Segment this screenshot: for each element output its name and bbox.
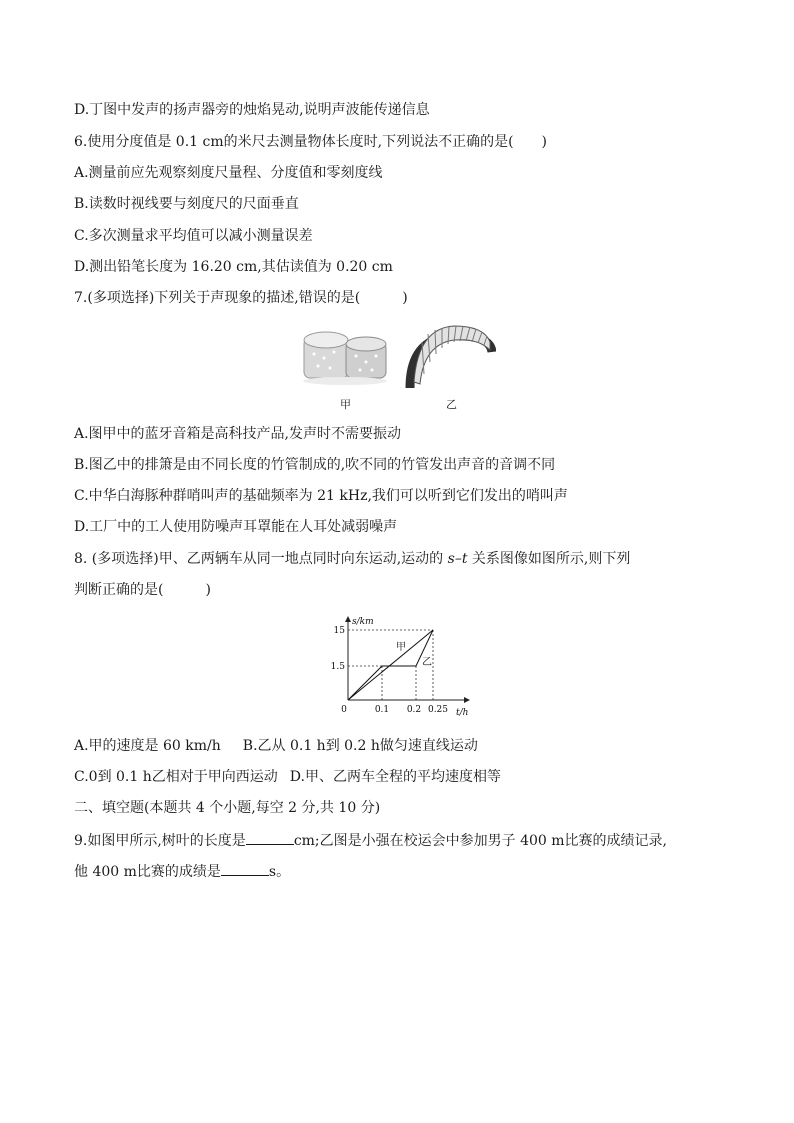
q6-option-a: A.测量前应先观察刻度尺量程、分度值和零刻度线 — [74, 165, 383, 181]
q7-option-d: D.工厂中的工人使用防噪声耳罩能在人耳处减弱噪声 — [74, 519, 398, 535]
series-line-0 — [348, 630, 433, 700]
q7-option-a: A.图甲中的蓝牙音箱是高科技产品,发声时不需要振动 — [74, 426, 402, 442]
q8-stem-var: s–t — [447, 551, 468, 567]
q8-option-c: C.0到 0.1 h乙相对于甲向西运动 — [74, 769, 278, 785]
q8-option-a: A.甲的速度是 60 km/h — [74, 738, 221, 754]
st-chart — [330, 612, 480, 720]
q9-line1 — [74, 830, 667, 851]
q9-line1-pre: 9.如图甲所示,树叶的长度是 — [74, 833, 246, 849]
q6-option-c: C.多次测量求平均值可以减小测量误差 — [74, 228, 313, 244]
series-label: 甲 — [396, 642, 406, 653]
q5-option-d: D.丁图中发声的扬声器旁的烛焰晃动,说明声波能传递信息 — [74, 102, 430, 118]
y-axis-arrow — [345, 616, 351, 622]
fig-label-jia: 甲 — [340, 398, 351, 411]
q6-option-d: D.测出铅笔长度为 16.20 cm,其估读值为 0.20 cm — [74, 259, 393, 275]
x-tick-label: 0.1 — [374, 705, 390, 715]
pan-flute-image — [404, 322, 496, 390]
x-tick-label: 0.25 — [427, 705, 449, 715]
section2-heading: 二、填空题(本题共 4 个小题,每空 2 分,共 10 分) — [74, 800, 381, 816]
q7-option-b: B.图乙中的排箫是由不同长度的竹管制成的,吹不同的竹管发出声音的音调不同 — [74, 457, 556, 473]
q9-blank-1[interactable] — [246, 830, 294, 845]
q7-stem: 7.(多项选择)下列关于声现象的描述,错误的是( ) — [74, 290, 408, 306]
q6-option-b: B.读数时视线要与刻度尺的尺面垂直 — [74, 196, 299, 212]
x-axis-arrow — [464, 697, 470, 703]
y-tick-label: 1.5 — [330, 662, 345, 672]
x-axis-label: t/h — [456, 708, 469, 718]
y-tick-label: 15 — [333, 626, 345, 636]
series-label: 乙 — [422, 657, 432, 668]
q8-option-d: D.甲、乙两车全程的平均速度相等 — [289, 769, 501, 785]
x-tick-label: 0.2 — [406, 705, 422, 715]
q8-options-row2 — [74, 767, 501, 787]
q9-blank-2[interactable] — [221, 861, 269, 876]
bluetooth-speaker-image — [300, 328, 390, 386]
q8-option-b: B.乙从 0.1 h到 0.2 h做匀速直线运动 — [242, 738, 478, 754]
q6-stem: 6.使用分度值是 0.1 cm的米尺去测量物体长度时,下列说法不正确的是( ) — [74, 134, 548, 150]
q8-stem-pre: 8. (多项选择)甲、乙两辆车从同一地点同时向东运动,运动的 — [74, 551, 448, 567]
q9-line2-pre: 他 400 m比赛的成绩是 — [74, 864, 221, 880]
q8-stem-post: 关系图像如图所示,则下列 — [467, 551, 631, 567]
q7-option-c: C.中华白海豚种群哨叫声的基础频率为 21 kHz,我们可以听到它们发出的哨叫声 — [74, 488, 568, 504]
q8-options-row1 — [74, 736, 478, 756]
x-tick-label: 0 — [341, 705, 347, 715]
q9-line2-post: s。 — [268, 864, 291, 880]
q8-stem-line2: 判断正确的是( ) — [74, 582, 211, 598]
q8-stem-line1 — [74, 549, 630, 569]
q9-line2 — [74, 861, 290, 882]
q9-line1-post: cm;乙图是小强在校运会中参加男子 400 m比赛的成绩记录, — [293, 833, 667, 849]
fig-label-yi: 乙 — [446, 398, 457, 411]
y-axis-label: s/km — [352, 617, 374, 627]
